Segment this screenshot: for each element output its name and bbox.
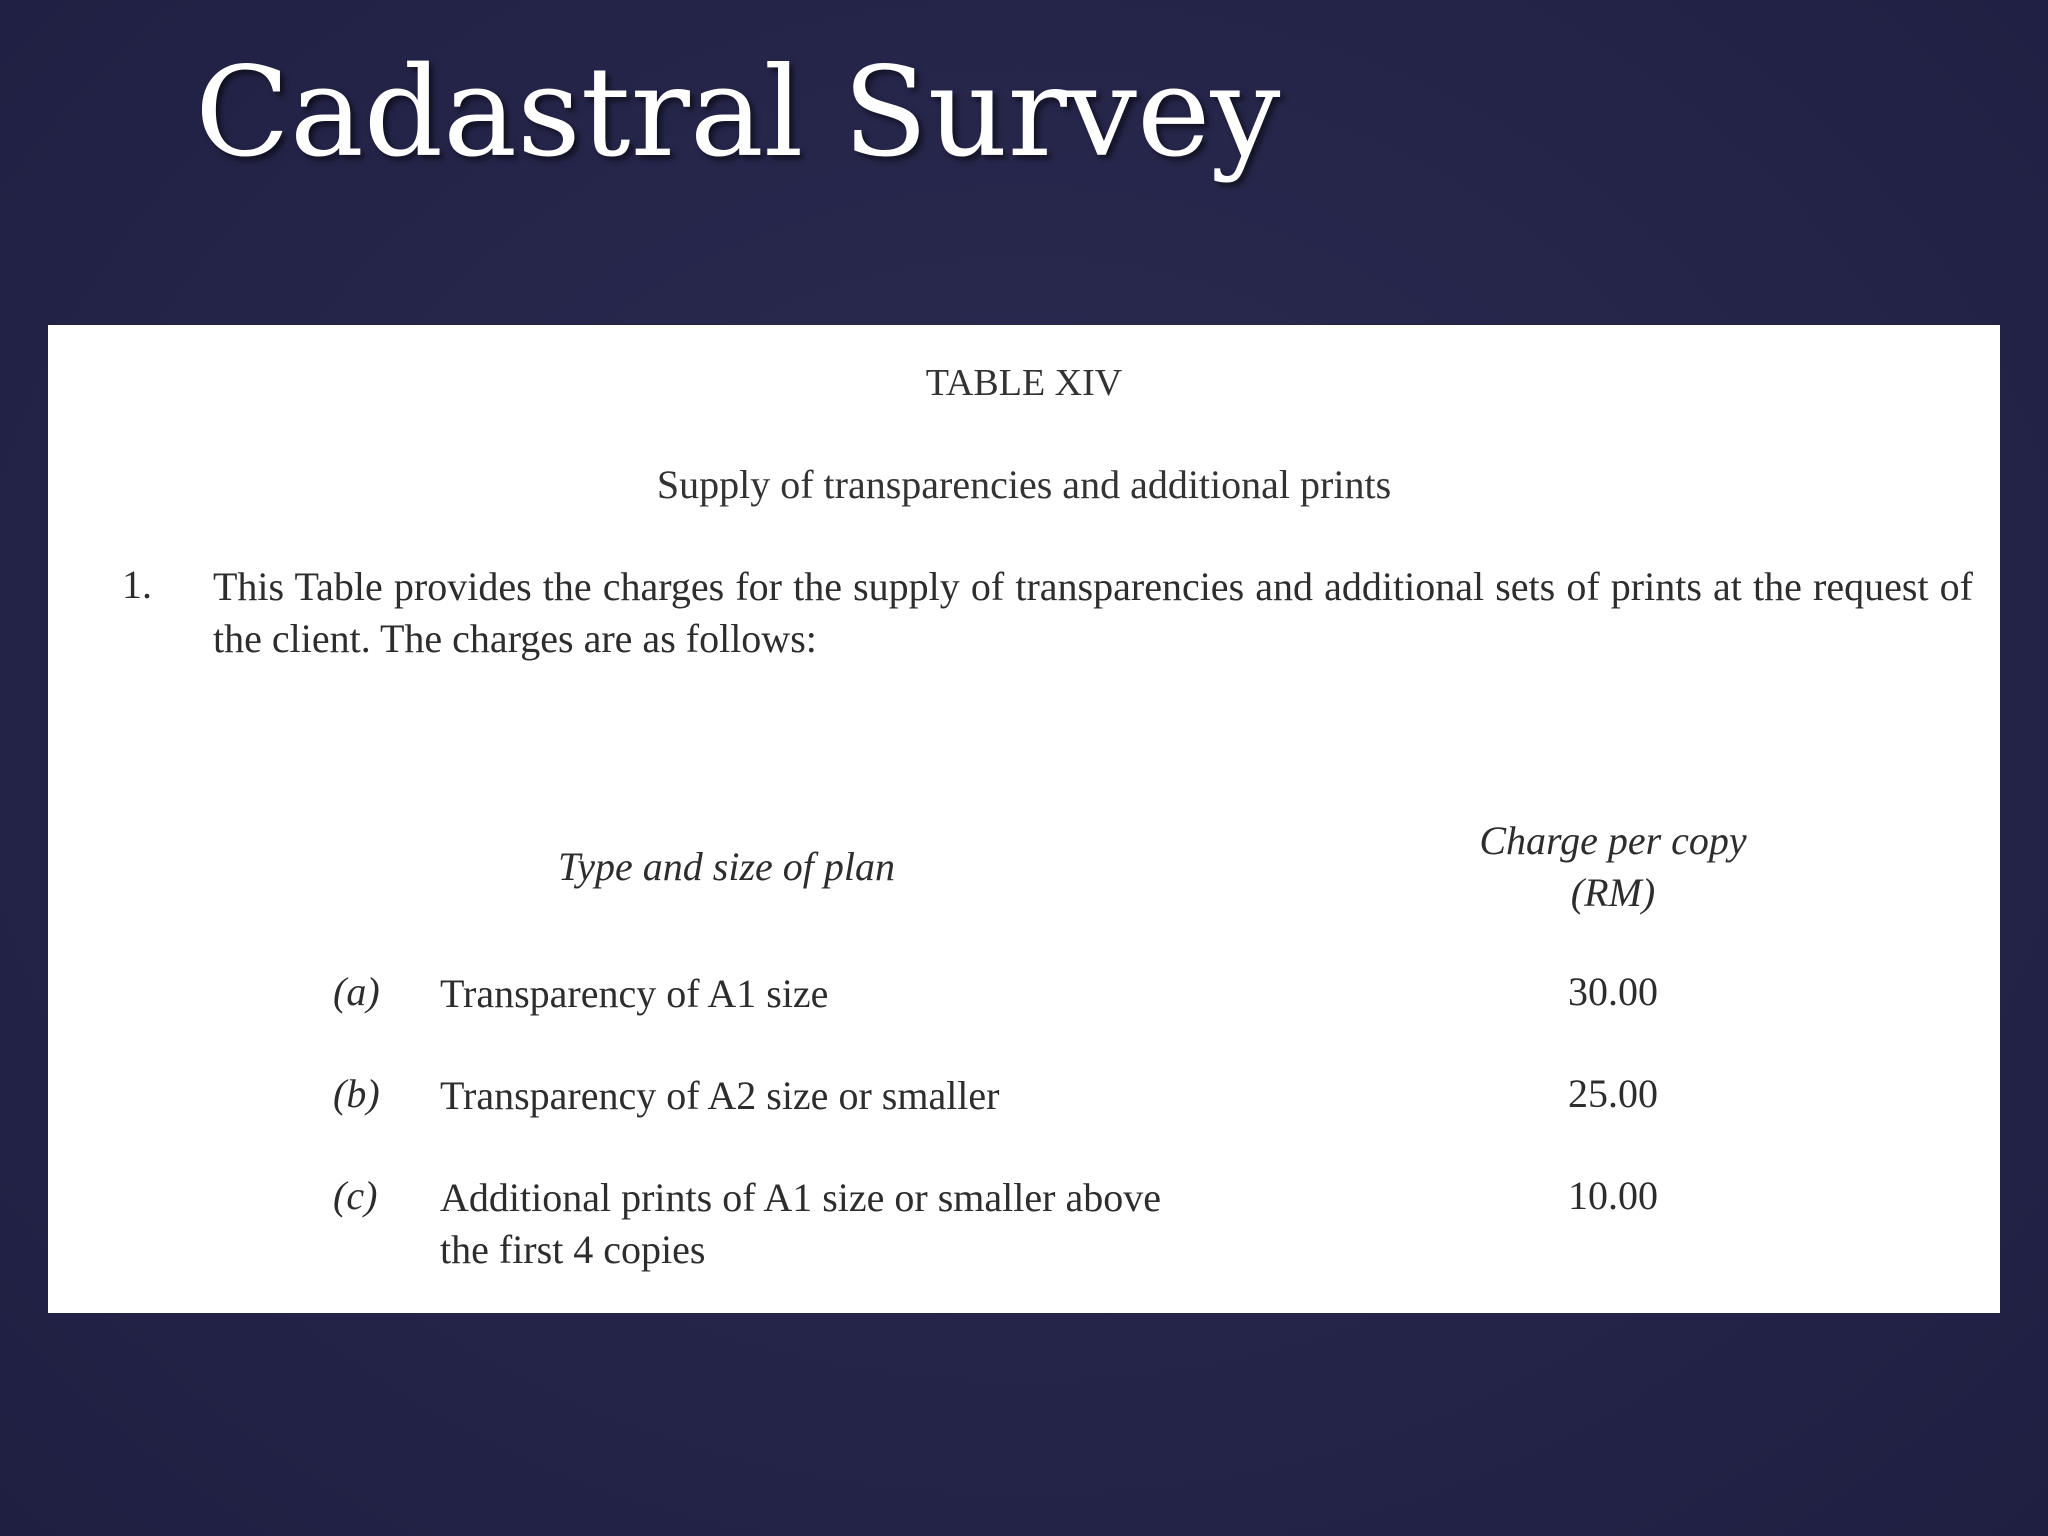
row-charge: 30.00 — [1568, 969, 1658, 1014]
table-subheading: Supply of transparencies and additional prints — [656, 462, 1392, 507]
slide-title: Cadastral Survey — [195, 41, 1281, 185]
column-header-charge — [1393, 815, 1833, 919]
table-heading: TABLE XIV — [925, 362, 1123, 404]
document-image — [48, 325, 2000, 1313]
paragraph-text: This Table provides the charges for the supply of transparencies and additional sets of prints at the request of the client. The charges are as follows: — [213, 564, 1973, 661]
row-charge: 10.00 — [1568, 1173, 1658, 1218]
row-description: Transparency of A2 size or smaller — [440, 1073, 1000, 1118]
row-marker: (c) — [333, 1173, 378, 1218]
row-marker: (a) — [333, 969, 380, 1014]
column-header-type: Type and size of plan — [558, 844, 896, 889]
column-header-charge-line1: Charge per copy — [1479, 818, 1747, 863]
row-description: Transparency of A1 size — [440, 971, 829, 1016]
paragraph-number: 1. — [122, 562, 152, 607]
row-charge: 25.00 — [1568, 1071, 1658, 1116]
row-description: Additional prints of A1 size or smaller above the first 4 copies — [440, 1175, 1161, 1272]
column-header-charge-line2: (RM) — [1570, 870, 1656, 915]
row-marker: (b) — [333, 1071, 380, 1116]
